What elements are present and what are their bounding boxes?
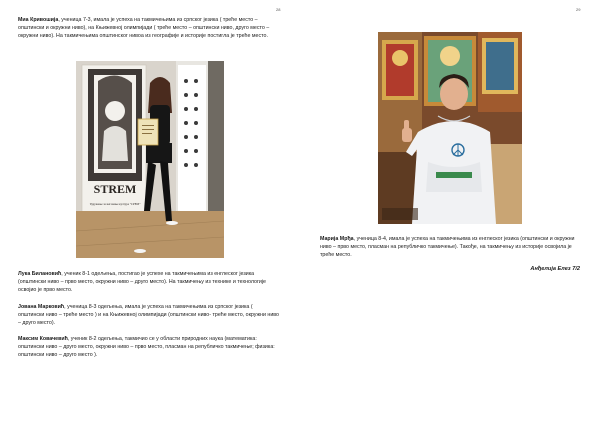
photo-mia-illustration (76, 61, 224, 258)
student-name-luka: Лука Билановић (18, 271, 62, 277)
paragraph-luka-text: , ученик 8-1 одељења, постигао је успехе на такмичењима из енглеског језика (општински ниво – прво место, окружни ниво – друго место). На такмичењу из технике и технологије освојио је прво место. (18, 271, 266, 293)
photo-boy-illustration (378, 32, 522, 224)
photo-mia-award (76, 61, 224, 258)
student-name-maksim: Максим Ковачевић (18, 336, 68, 342)
paragraph-luka (18, 270, 280, 294)
paragraph-jovana-text: , ученица 8-3 одељења, имала је успеха на такмичењима из српског језика ( општински ниво – треће место ) и на Књижевној олимпијади (општински ниво- треће место, окружни ниво – друго место). (18, 304, 279, 326)
banner-text-strem: STREM (93, 182, 137, 196)
paragraph-marija-text: , ученица 8-4, имала је успеха на такмичењима из енглеског језика (општински и окружни ниво – прво место, пласман на републичко такмичење). Такође, на такмичењу из историје освојила је треће место. (320, 236, 575, 258)
page-number-left: 28 (276, 7, 281, 12)
student-name-mia: Миа Кривошија (18, 17, 59, 23)
student-name-marija: Марија Мрђа (320, 236, 354, 242)
paragraph-maksim (18, 335, 280, 359)
paragraph-mia (18, 16, 280, 40)
paragraph-jovana (18, 303, 280, 327)
paragraph-marija (320, 235, 582, 259)
paragraph-mia-text: , ученица 7-3, имала је успеха на такмичењима из српског језика ( треће место – општински и окружни ниво), на Књижевној олимпијади ( треће место – општински ниво, друго место – окружни ниво). На такмичењима општинског нивоа из географије и историје постигла је треће место. (18, 17, 270, 39)
photo-marija-entry (378, 32, 522, 224)
student-name-jovana: Јована Марковић (18, 304, 65, 310)
page-number-right: 29 (576, 7, 581, 12)
paragraph-maksim-text: , ученик 8-2 одељења, такмичио се у области природних наука (математика: општински ниво – друго место, окружни ниво – прво место, пласман на републичко такмичење; физика: општински ниво – друго место ). (18, 336, 275, 358)
author-signature: Анђелија Елез 7/2 (530, 266, 580, 272)
banner-subtext: Удружење за неговање културе "СРЕМ" (89, 202, 141, 206)
page-right (300, 0, 600, 424)
